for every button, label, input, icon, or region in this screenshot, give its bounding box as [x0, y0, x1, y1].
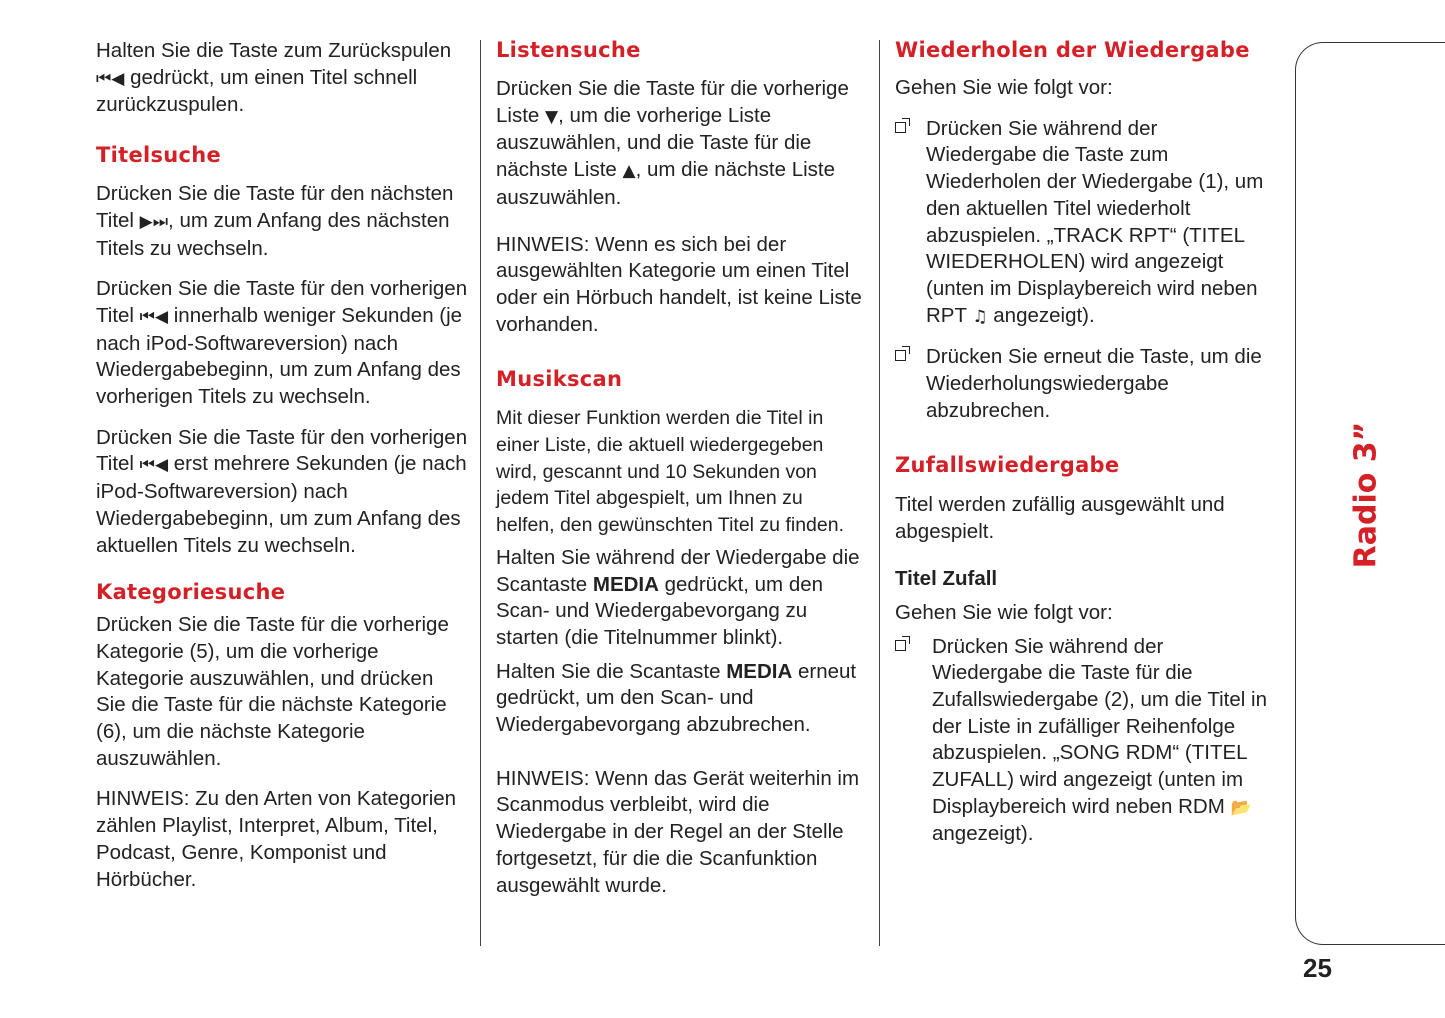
list-note: HINWEIS: Wenn es sich bei der ausgewählten Kategorie um einen Titel oder ein Hörbuch handelt, ist keine Liste vorhanden. [496, 232, 862, 336]
page-number: 25 [1303, 953, 1332, 983]
musikscan-paragraph: Mit dieser Funktion werden die Titel in einer Liste, die aktuell wiedergegeben wird, gescannt und 10 Sekunden von jedem Titel abgespielt, um Ihnen zu helfen, den gewünschten Titel zu finden. [496, 407, 844, 537]
chapter-tab-title: Radio 3” [1348, 421, 1384, 569]
list-paragraph: Drücken Sie die Taste für die vorherige Liste ▼, um die vorherige Liste auszuwählen, und die Taste für die nächste Liste ▲, um die nächste Liste auszuwählen. [496, 77, 849, 209]
repeat-cancel-bullet: Drücken Sie erneut die Taste, um die Wiederholungswiedergabe abzubrechen. [895, 344, 1270, 424]
shuffle-steps-intro: Gehen Sie wie folgt vor: [895, 600, 1113, 624]
column-divider [879, 40, 880, 946]
current-track-paragraph: Drücken Sie die Taste für den vorherigen Titel ⏮◀ erst mehrere Sekunden (je nach iPod-Softwareversion) nach Wiedergabebeginn, um zum Anfang des aktuellen Titels zu wechseln. [96, 425, 468, 557]
heading-titel-zufall: Titel Zufall [895, 566, 998, 590]
checkbox-bullet-icon [895, 350, 906, 361]
shuffle-intro: Titel werden zufällig ausgewählt und abgespielt. [895, 493, 1225, 544]
column-2 [496, 34, 864, 899]
next-track-paragraph: Drücken Sie die Taste für den nächsten Titel ▶⏭, um zum Anfang des nächsten Titels zu wechseln. [96, 182, 454, 260]
category-paragraph: Drücken Sie die Taste für die vorherige Kategorie (5), um die vorherige Kategorie auszuwählen, und drücken Sie die Taste für die nächste Kategorie (6), um die nächste Kategorie auszuwählen. [96, 613, 449, 770]
shuffle-bullet: Drücken Sie während der Wiedergabe die Taste für die Zufallswiedergabe (2), um die Titel in der Liste in zufälliger Reihenfolge abzuspielen. „SONG RDM“ (TITEL ZUFALL) wird angezeigt (unten im Displaybereich wird neben RDM 📂 angezeigt). [895, 634, 1270, 849]
previous-track-paragraph: Drücken Sie die Taste für den vorherigen Titel ⏮◀ innerhalb weniger Sekunden (je nach iPod-Softwareversion) nach Wiedergabebeginn, um zum Anfang des vorherigen Titels zu wechseln. [96, 277, 468, 409]
checkbox-bullet-icon [895, 640, 906, 651]
repeat-bullet: Drücken Sie während der Wiedergabe die Taste zum Wiederholen der Wiedergabe (1), um den aktuellen Titel wiederholt abzuspielen. „TRACK RPT“ (TITEL WIEDERHOLEN) wird angezeigt (unten im Displaybereich wird neben RPT ♫ angezeigt). [895, 116, 1270, 331]
scan-note: HINWEIS: Wenn das Gerät weiterhin im Scanmodus verbleibt, wird die Wiedergabe in der Regel an der Stelle fortgesetzt, für die die Scanfunktion ausgewählt wurde. [496, 766, 860, 897]
heading-titelsuche: Titelsuche [96, 143, 222, 168]
heading-wiederholen: Wiederholen der Wiedergabe [895, 38, 1250, 62]
checkbox-bullet-icon [895, 122, 906, 133]
column-3 [895, 34, 1270, 848]
music-note-icon: ♫ [972, 306, 988, 327]
folder-icon: 📂 [1230, 797, 1252, 818]
heading-kategoriesuche: Kategoriesuche [96, 580, 286, 605]
scan-start-paragraph: Halten Sie während der Wiedergabe die Scantaste MEDIA gedrückt, um den Scan- und Wiedergabevorgang zu starten (die Titelnummer blinkt). [496, 545, 860, 649]
scan-stop-paragraph: Halten Sie die Scantaste MEDIA erneut gedrückt, um den Scan- und Wiedergabevorgang abzubrechen. [496, 659, 857, 737]
down-arrow-icon: ▼ [545, 106, 559, 127]
repeat-intro: Gehen Sie wie folgt vor: [895, 76, 1113, 99]
rewind-paragraph: Halten Sie die Taste zum Zurückspulen ⏮◀ gedrückt, um einen Titel schnell zurückzuspulen. [96, 39, 452, 117]
previous-track-icon: ⏮◀ [139, 306, 169, 327]
heading-zufallswiedergabe: Zufallswiedergabe [895, 453, 1120, 478]
category-note: HINWEIS: Zu den Arten von Kategorien zählen Playlist, Interpret, Album, Titel, Podcast, Genre, Komponist und Hörbücher. [96, 787, 457, 891]
column-divider [480, 40, 481, 946]
up-arrow-icon: ▲ [622, 161, 636, 182]
heading-listensuche: Listensuche [496, 38, 641, 62]
heading-musikscan: Musikscan [496, 367, 623, 392]
previous-track-icon: ⏮◀ [139, 455, 169, 476]
next-track-icon: ▶⏭ [139, 211, 169, 232]
rewind-icon: ⏮◀ [96, 68, 125, 89]
column-1 [96, 34, 468, 893]
